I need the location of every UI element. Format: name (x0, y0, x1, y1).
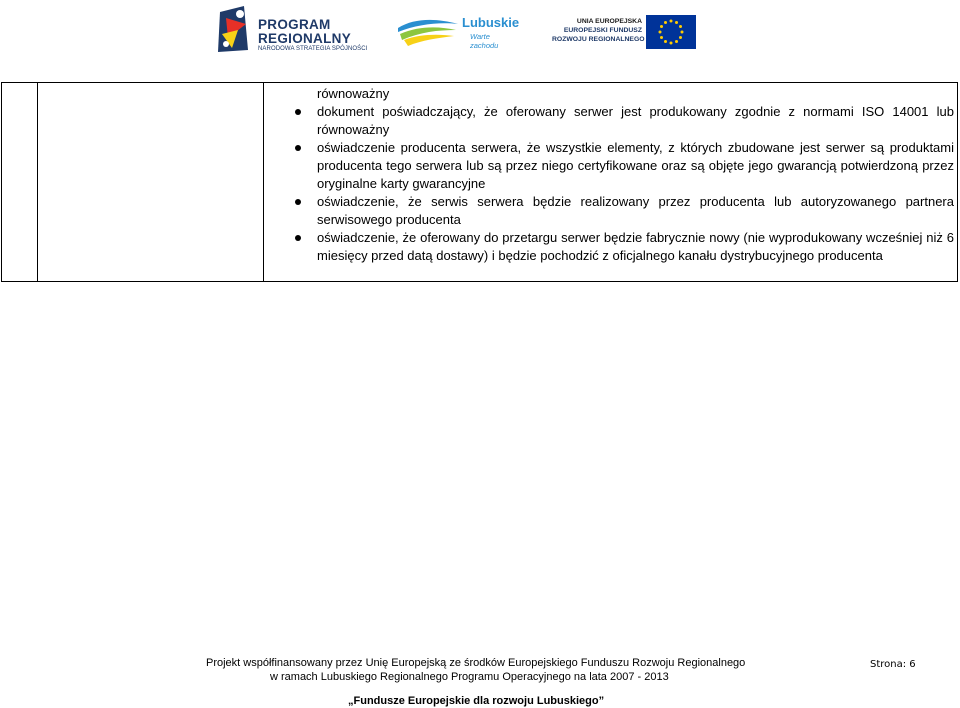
footer-slogan: „Fundusze Europejskie dla rozwoju Lubuskiego” (348, 695, 605, 707)
list-item (264, 139, 954, 193)
list-item-text: oświadczenie producenta serwera, że wszystkie elementy, z których zbudowane jest serwer są produktami producenta tego serwera lub są przez niego certyfikowane oraz są objęte jego gwarancją potwierdzoną przez oryginalne karty gwarancyjne (317, 140, 954, 191)
eu-logo-line2: EUROPEJSKI FUNDUSZ (563, 27, 642, 34)
bullet-icon (295, 199, 301, 205)
bullet-icon (295, 145, 301, 151)
continuation-text: równoważny (317, 86, 390, 101)
page-number: Strona: 6 (870, 659, 916, 670)
program-logo-line2: REGIONALNY (258, 31, 352, 46)
lubuskie-name: Lubuskie (462, 15, 520, 30)
table-cell-requirements (264, 83, 954, 265)
requirements-table (1, 82, 958, 282)
bullet-icon (295, 235, 301, 241)
eu-logo-text (552, 17, 645, 44)
list-item (264, 229, 954, 265)
list-item (264, 193, 954, 229)
eu-flag-icon (646, 15, 696, 49)
list-item-text: oświadczenie, że oferowany do przetargu serwer będzie fabrycznie nowy (nie wyprodukowany wcześniej niż 6 miesięcy przed datą dostawy) i będzie pochodzić z oficjalnego kanału dystrybucyjnego producenta (317, 230, 954, 263)
eu-logo (552, 15, 696, 49)
lubuskie-logo (396, 10, 520, 50)
lubuskie-slogan: Warte zachodu (470, 32, 499, 50)
lubuskie-swoosh-icon (396, 10, 460, 50)
bullet-icon (295, 109, 301, 115)
program-regionalny-logo (216, 4, 372, 56)
footer-cofinancing-text: Projekt współfinansowany przez Unię Europejską ze środków Europejskiego Funduszu Rozwoju Regionalnego (206, 657, 746, 669)
eu-logo-line3: ROZWOJU REGIONALNEGO (552, 36, 645, 43)
eu-logo-line1: UNIA EUROPEJSKA (576, 18, 642, 25)
list-item-text: dokument poświadczający, że oferowany serwer jest produkowany zgodnie z normami ISO 14001 lub równoważny (317, 104, 954, 137)
requirements-list (264, 103, 954, 265)
list-item-text: oświadczenie, że serwis serwera będzie realizowany przez producenta lub autoryzowanego partnera serwisowego producenta (317, 194, 954, 227)
list-item (264, 103, 954, 139)
program-emblem-icon (216, 4, 252, 54)
table-column-divider (37, 83, 38, 281)
program-logo-line1: PROGRAM (258, 17, 331, 32)
program-logo-line3: NARODOWA STRATEGIA SPÓJNOŚCI (258, 46, 368, 52)
footer-program-text: w ramach Lubuskiego Regionalnego Programu Operacyjnego na lata 2007 - 2013 (270, 671, 669, 683)
